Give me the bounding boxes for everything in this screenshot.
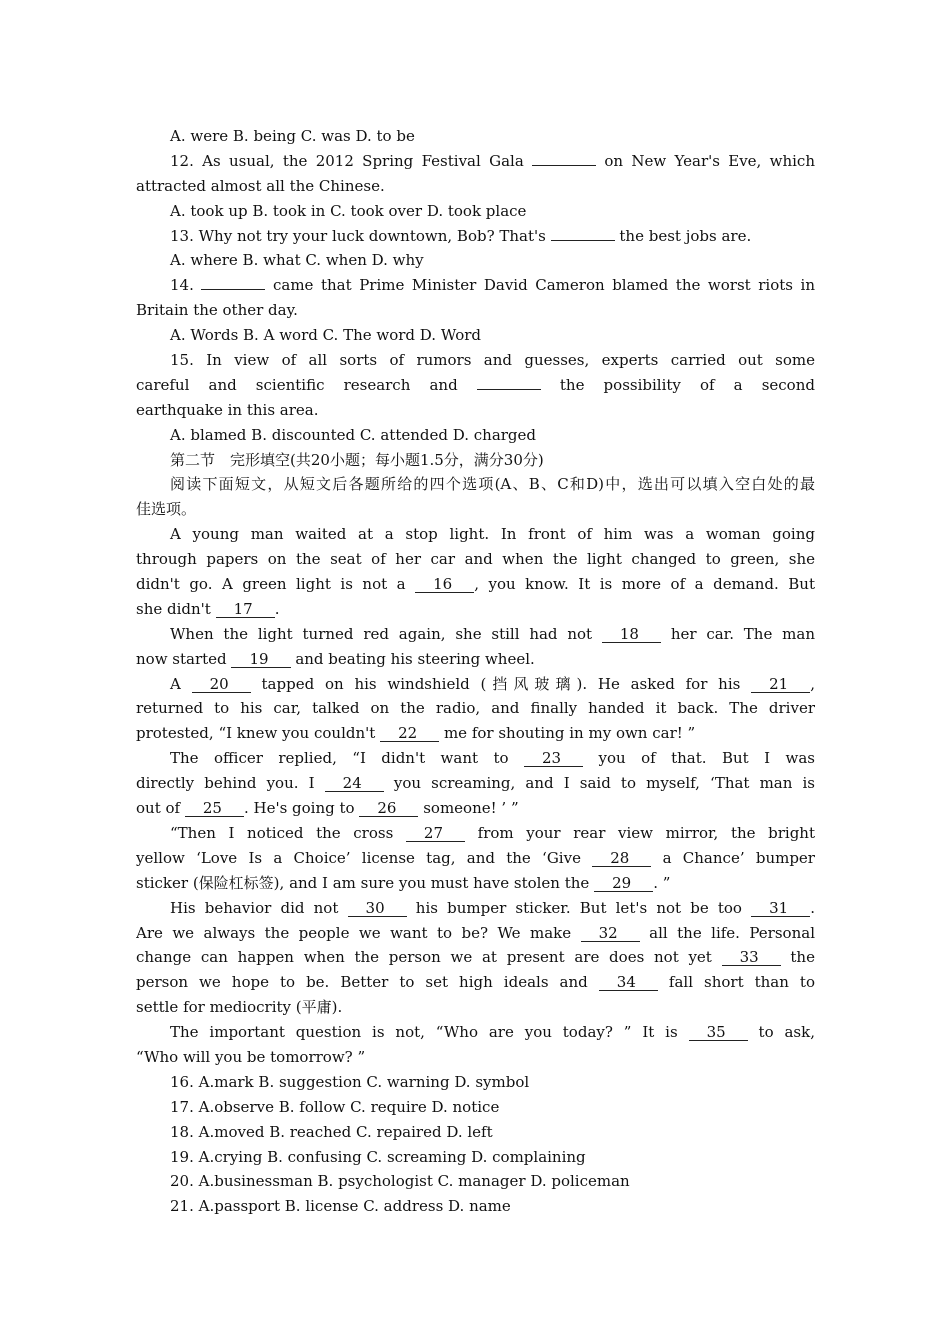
blank-33: 33 xyxy=(722,949,781,966)
blank-24: 24 xyxy=(325,775,384,792)
instructions-line: 阅读下面短文，从短文后各题所给的四个选项(A、B、C和D)中，选出可以填入空白处的最 xyxy=(170,475,815,494)
q13-line: 13. Why not try your luck downtown, Bob? That's the best jobs are. xyxy=(170,226,752,245)
blank-20: 20 xyxy=(192,676,251,693)
passage-line: directly behind you. I 24 you screaming, and I said to myself, ‘That man is xyxy=(136,774,815,793)
blank-30: 30 xyxy=(348,900,407,917)
passage-line: protested, “I knew you couldn't 22 me for shouting in my own car! ” xyxy=(136,724,696,743)
blank-18: 18 xyxy=(602,626,661,643)
answer-blank xyxy=(477,389,541,390)
q15-options: A. blamed B. discounted C. attended D. charged xyxy=(170,425,537,444)
q12-options: A. took up B. took in C. took over D. took place xyxy=(170,201,527,220)
passage-line: change can happen when the person we at present are does not yet 33 the xyxy=(136,948,815,967)
passage-line: When the light turned red again, she still had not 18 her car. The man xyxy=(170,624,815,643)
option-line: 21. A.passport B. license C. address D. name xyxy=(170,1197,511,1216)
blank-23: 23 xyxy=(524,750,583,767)
q13-options: A. where B. what C. when D. why xyxy=(170,251,424,270)
passage-line: out of 25 . He's going to 26 someone! ’ ” xyxy=(136,799,519,818)
passage-line: now started 19 and beating his steering wheel. xyxy=(136,649,535,668)
blank-34: 34 xyxy=(599,974,658,991)
blank-29: 29 xyxy=(594,875,653,892)
blank-19: 19 xyxy=(231,651,290,668)
answer-blank xyxy=(551,240,615,241)
blank-22: 22 xyxy=(380,725,439,742)
exam-page xyxy=(136,124,815,1219)
option-line: 18. A.moved B. reached C. repaired D. left xyxy=(170,1122,493,1141)
q14-options: A. Words B. A word C. The word D. Word xyxy=(170,326,482,345)
blank-27: 27 xyxy=(406,825,465,842)
passage-line: returned to his car, talked on the radio, and finally handed it back. The driver xyxy=(136,699,815,718)
passage-line: A 20 tapped on his windshield (挡风玻璃). He asked for his 21 , xyxy=(170,674,815,693)
passage-line: she didn't 17 . xyxy=(136,599,280,618)
instructions-line2: 佳选项。 xyxy=(136,500,197,519)
q12-line2: attracted almost all the Chinese. xyxy=(136,176,385,195)
blank-31: 31 xyxy=(751,900,810,917)
blank-25: 25 xyxy=(185,800,244,817)
passage-line: The officer replied, “I didn't want to 23 you of that. But I was xyxy=(170,749,815,768)
passage-line: “Then I noticed the cross 27 from your rear view mirror, the bright xyxy=(170,823,815,842)
passage-line: didn't go. A green light is not a 16 , you know. It is more of a demand. But xyxy=(136,575,815,594)
answer-blank xyxy=(201,289,265,290)
passage-line: A young man waited at a stop light. In front of him was a woman going xyxy=(170,525,815,544)
passage-line: The important question is not, “Who are you today? ” It is 35 to ask, xyxy=(170,1023,815,1042)
q15-line2: careful and scientific research and the possibility of a second xyxy=(136,375,815,394)
blank-28: 28 xyxy=(592,850,651,867)
q14-line: 14. came that Prime Minister David Cameron blamed the worst riots in xyxy=(170,276,815,295)
blank-32: 32 xyxy=(581,925,640,942)
passage-line: Are we always the people we want to be? We make 32 all the life. Personal xyxy=(136,923,815,942)
passage-line: “Who will you be tomorrow? ” xyxy=(136,1047,366,1066)
q12-line: 12. As usual, the 2012 Spring Festival Gala on New Year's Eve, which xyxy=(170,151,815,170)
blank-17: 17 xyxy=(216,601,275,618)
answer-blank xyxy=(532,165,596,166)
passage-line: settle for mediocrity (平庸). xyxy=(136,998,343,1017)
q15-line3: earthquake in this area. xyxy=(136,400,319,419)
passage-line: His behavior did not 30 his bumper sticker. But let's not be too 31 . xyxy=(170,898,815,917)
option-line: 17. A.observe B. follow C. require D. notice xyxy=(170,1097,500,1116)
q14-line2: Britain the other day. xyxy=(136,301,298,320)
blank-21: 21 xyxy=(751,676,810,693)
section-title: 第二节 完形填空(共20小题；每小题1.5分，满分30分) xyxy=(170,450,544,469)
passage-line: person we hope to be. Better to set high ideals and 34 fall short than to xyxy=(136,973,815,992)
option-line: 20. A.businessman B. psychologist C. manager D. policeman xyxy=(170,1172,630,1191)
q15-line: 15. In view of all sorts of rumors and guesses, experts carried out some xyxy=(170,351,815,370)
passage-line: yellow ‘Love Is a Choice’ license tag, and the ‘Give 28 a Chance’ bumper xyxy=(136,848,815,867)
passage-line: through papers on the seat of her car and when the light changed to green, she xyxy=(136,550,815,569)
blank-26: 26 xyxy=(359,800,418,817)
passage-line: sticker (保险杠标签), and I am sure you must have stolen the 29 . ” xyxy=(136,873,671,892)
blank-16: 16 xyxy=(415,576,474,593)
q11-options: A. were B. being C. was D. to be xyxy=(170,127,415,145)
blank-35: 35 xyxy=(689,1024,748,1041)
option-line: 16. A.mark B. suggestion C. warning D. symbol xyxy=(170,1072,530,1091)
option-line: 19. A.crying B. confusing C. screaming D. complaining xyxy=(170,1147,586,1166)
